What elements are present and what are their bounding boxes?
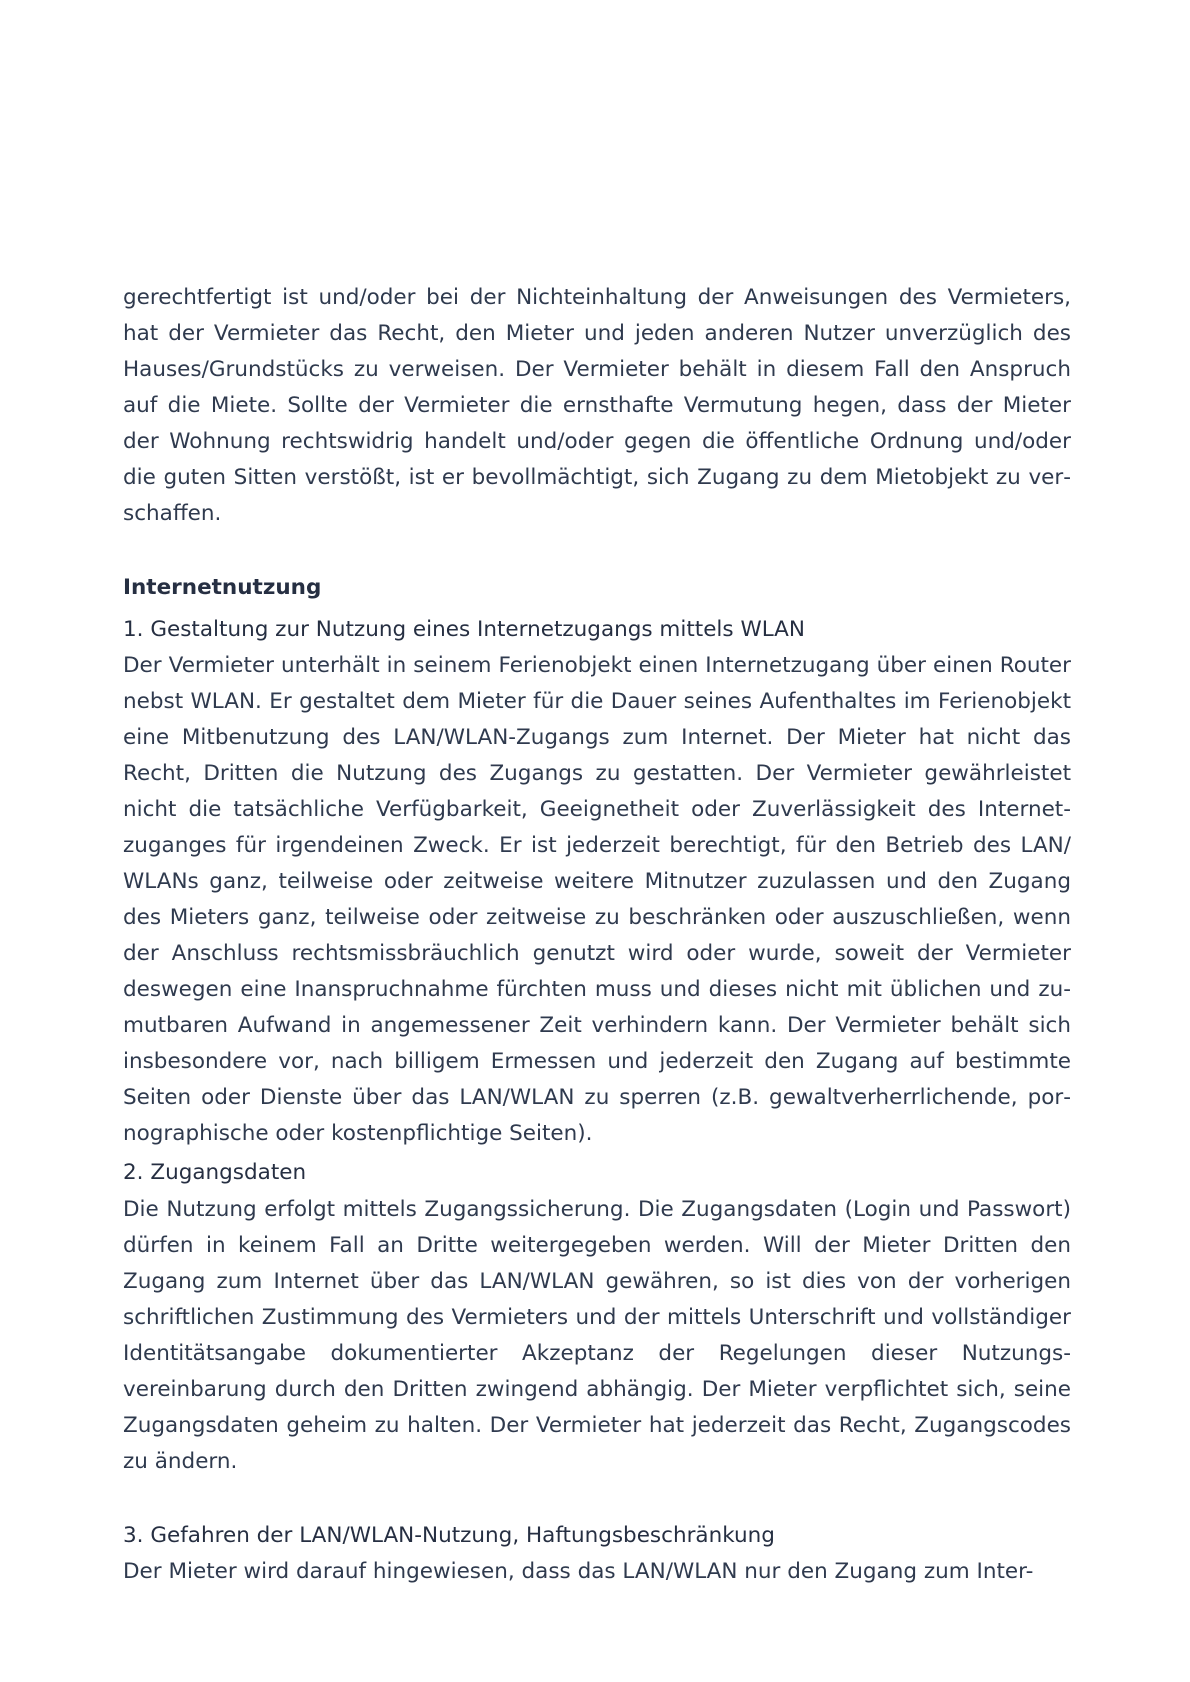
document-page (123, 280, 1071, 1590)
subsection-2-body: Die Nutzung erfolgt mittels Zugangssicherung. Die Zugangsdaten (Login und Passwort) dürfen in keinem Fall an Dritte weitergegeben werden. Will der Mieter Dritten den Zugang zum Internet über das LAN/WLAN gewähren, so ist dies von der vorherigen schriftlichen Zustimmung des Vermieters und der mittels Unterschrift und vollständiger Identitätsangabe dokumentierter Akzeptanz der Regelungen dieser Nutzungsvereinbarung durch den Dritten zwingend abhängig. Der Mieter verpflichtet sich, seine Zugangsdaten geheim zu halten. Der Vermieter hat jederzeit das Recht, Zugangscodes zu ändern. (123, 1197, 1071, 1474)
intro-paragraph: gerechtfertigt ist und/oder bei der Nichteinhaltung der Anweisungen des Vermieters, hat der Vermieter das Recht, den Mieter und jeden anderen Nutzer unverzüglich des Hauses/Grundstücks zu verweisen. Der Vermieter behält in diesem Fall den Anspruch auf die Miete. Sollte der Vermieter die ernsthafte Vermutung hegen, dass der Mieter der Wohnung rechtswidrig handelt und/oder gegen die öffentliche Ordnung und/oder die guten Sitten verstößt, ist er bevollmächtigt, sich Zugang zu dem Mietobjekt zu verschaffen. (123, 285, 1071, 526)
section-heading-internetnutzung: Internetnutzung (123, 575, 322, 600)
subsection-3-heading: 3. Gefahren der LAN/WLAN-Nutzung, Haftungsbeschränkung (123, 1523, 775, 1548)
subsection-2-heading: 2. Zugangsdaten (123, 1160, 307, 1185)
subsection-3-body: Der Mieter wird darauf hingewiesen, dass das LAN/WLAN nur den Zugang zum Inter- (123, 1559, 1034, 1584)
subsection-1-body: Der Vermieter unterhält in seinem Ferienobjekt einen Internetzugang über einen Router nebst WLAN. Er gestaltet dem Mieter für die Dauer seines Aufenthaltes im Ferienobjekt eine Mitbenutzung des LAN/WLAN-Zugangs zum Internet. Der Mieter hat nicht das Recht, Dritten die Nutzung des Zugangs zu gestatten. Der Vermieter gewährleistet nicht die tatsächliche Verfügbarkeit, Geeignetheit oder Zuverlässigkeit des Internetzuganges für irgendeinen Zweck. Er ist jederzeit berechtigt, für den Betrieb des LAN/ WLANs ganz, teilweise oder zeitweise weitere Mitnutzer zuzulassen und den Zugang des Mieters ganz, teilweise oder zeitweise zu beschränken oder auszuschließen, wenn der Anschluss rechtsmissbräuchlich genutzt wird oder wurde, soweit der Vermieter deswegen eine Inanspruchnahme fürchten muss und dieses nicht mit üblichen und zumutbaren Aufwand in angemessener Zeit verhindern kann. Der Vermieter behält sich insbesondere vor, nach billigem Ermessen und jederzeit den Zugang auf bestimmte Seiten oder Dienste über das LAN/WLAN zu sperren (z.B. gewaltverherrlichende, pornographische oder kostenpflichtige Seiten). (123, 653, 1071, 1146)
subsection-1-heading: 1. Gestaltung zur Nutzung eines Internetzugangs mittels WLAN (123, 617, 805, 642)
